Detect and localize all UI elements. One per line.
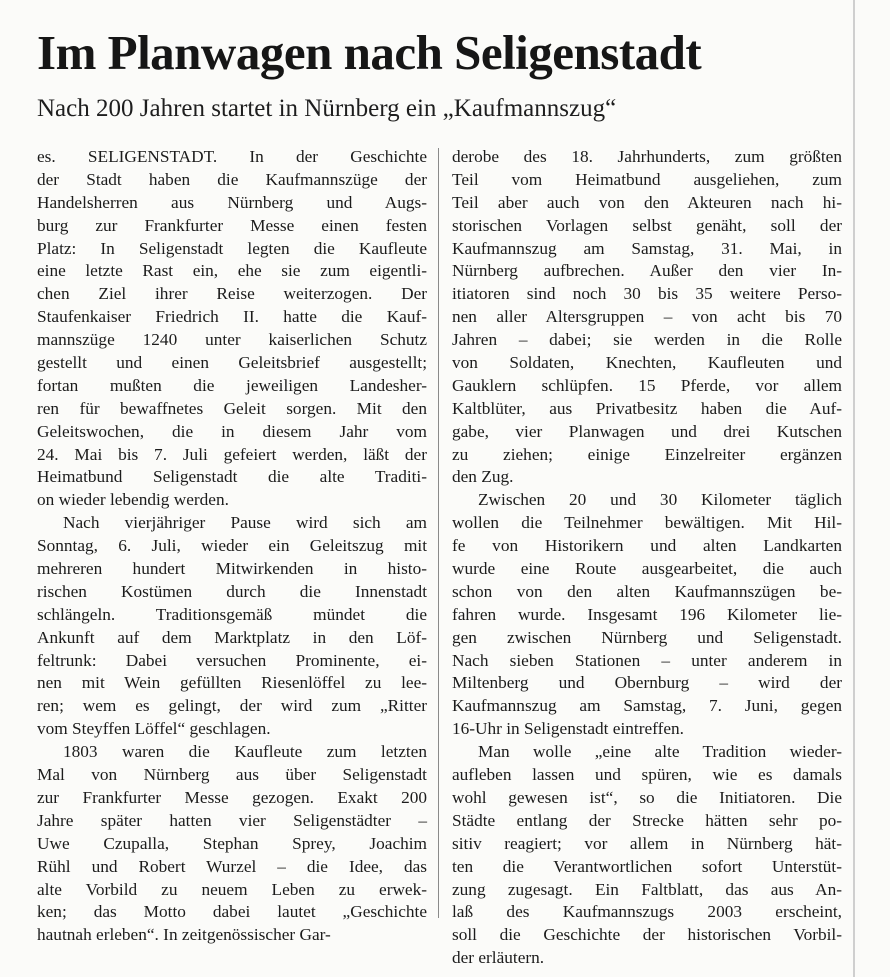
article-text-line: nen aller Altersgruppen – von acht bis 70 — [452, 307, 842, 327]
article-text-line: zung zugesagt. Ein Faltblatt, das aus An- — [452, 879, 842, 899]
article-text-line: Nach sieben Stationen – unter anderem in — [452, 650, 842, 670]
article-text-line: zu ziehen; einige Einzelreiter ergänzen — [452, 444, 842, 464]
article-text-line: Miltenberg und Obernburg – wird der — [452, 673, 842, 693]
article-text-line: soll die Geschichte der historischen Vorbil- — [452, 925, 842, 945]
article-text-line: fe von Historikern und alten Landkarten — [452, 536, 842, 556]
article-text-line: von Soldaten, Knechten, Kaufleuten und — [452, 353, 842, 373]
article-text-line: Staufenkaiser Friedrich II. hatte die Kauf- — [37, 307, 427, 327]
article-text-line: chen Ziel ihrer Reise weiterzogen. Der — [37, 284, 427, 304]
article-text-line: 16-Uhr in Seligenstadt eintreffen. — [452, 719, 684, 739]
article-text-line: Rühl und Robert Wurzel – die Idee, das — [37, 856, 427, 876]
article-text-line: aufleben lassen und spüren, wie es damals — [452, 765, 842, 785]
article-text-line: gabe, vier Planwagen und drei Kutschen — [452, 421, 842, 441]
article-text-line: Uwe Czupalla, Stephan Sprey, Joachim — [37, 833, 427, 853]
article-text-line: Geleitswochen, die in diesem Jahr vom — [37, 421, 427, 441]
article-text-line: nen mit Wein gefüllten Riesenlöffel zu lee- — [37, 673, 427, 693]
article-text-line: Teil vom Heimatbund ausgeliehen, zum — [452, 169, 842, 189]
article-text-line: ren; wem es gelingt, der wird zum „Ritter — [37, 696, 427, 716]
article-text-line: feltrunk: Dabei versuchen Prominente, ei- — [37, 650, 427, 670]
article-text-line: Zwischen 20 und 30 Kilometer täglich — [478, 490, 842, 510]
article-column-left — [37, 146, 427, 947]
article-text-line: Jahren – dabei; sie werden in die Rolle — [452, 330, 842, 350]
article-text-line: on wieder lebendig werden. — [37, 490, 229, 510]
article-text-line: fortan mußten die jeweiligen Landesher- — [37, 375, 427, 395]
article-text-line: Nach vierjähriger Pause wird sich am — [63, 513, 427, 533]
article-text-line: hautnah erleben“. In zeitgenössischer Gar- — [37, 925, 331, 945]
article-text-line: Platz: In Seligenstadt legten die Kaufleute — [37, 238, 427, 258]
article-text-line: alte Vorbild zu neuem Leben zu erwek- — [37, 879, 427, 899]
article-text-line: itiatoren sind noch 30 bis 35 weitere Perso- — [452, 284, 842, 304]
column-divider — [438, 148, 439, 918]
article-text-line: Gauklern schlüpfen. 15 Pferde, vor allem — [452, 375, 842, 395]
article-text-line: Teil aber auch von den Akteuren nach hi- — [452, 192, 842, 212]
article-column-right — [452, 146, 842, 970]
article-text-line: Mal von Nürnberg aus über Seligenstadt — [37, 765, 427, 785]
article-text-line: es. SELIGENSTADT. In der Geschichte — [37, 147, 427, 166]
article-text-line: storischen Vorlagen selbst genäht, soll der — [452, 215, 842, 235]
article-text-line: laß des Kaufmannszugs 2003 erscheint, — [452, 902, 842, 922]
article-text-line: Handelsherren aus Nürnberg und Augs- — [37, 192, 427, 212]
article-text-line: zur Frankfurter Messe gezogen. Exakt 200 — [37, 787, 427, 807]
article-text-line: Kaufmannszug am Samstag, 31. Mai, in — [452, 238, 842, 258]
article-text-line: Man wolle „eine alte Tradition wieder- — [478, 742, 842, 762]
article-text-line: gen zwischen Nürnberg und Seligenstadt. — [452, 627, 842, 647]
article-text-line: rischen Kostümen durch die Innenstadt — [37, 581, 427, 601]
article-text-line: ren für bewaffnetes Geleit sorgen. Mit den — [37, 398, 427, 418]
article-text-line: Städte entlang der Strecke hätten sehr po- — [452, 810, 842, 830]
article-text-line: wurde eine Route ausgearbeitet, die auch — [452, 559, 842, 579]
article-text-line: wollen die Teilnehmer bewältigen. Mit Hil- — [452, 513, 842, 533]
article-text-line: Kaltblüter, aus Privatbesitz haben die Auf- — [452, 398, 842, 418]
article-text-line: Heimatbund Seligenstadt die alte Traditi- — [37, 467, 427, 487]
article-text-line: derobe des 18. Jahrhunderts, zum größten — [452, 147, 842, 166]
article-text-line: Ankunft auf dem Marktplatz in den Löf- — [37, 627, 427, 647]
article-text-line: Nürnberg aufbrechen. Außer den vier In- — [452, 261, 842, 281]
article-text-line: schon von den alten Kaufmannszügen be- — [452, 581, 842, 601]
article-text-line: Jahre später hatten vier Seligenstädter – — [37, 810, 427, 830]
article-text-line: vom Steyffen Löffel“ geschlagen. — [37, 719, 271, 739]
article-text-line: 1803 waren die Kaufleute zum letzten — [63, 742, 427, 762]
article-text-line: Kaufmannszug am Samstag, 7. Juni, gegen — [452, 696, 842, 716]
article-text-line: burg zur Frankfurter Messe einen festen — [37, 215, 427, 235]
article-text-line: der erläutern. — [452, 948, 545, 968]
article-text-line: gestellt und einen Geleitsbrief ausgestellt; — [37, 353, 427, 373]
article-text-line: 24. Mai bis 7. Juli gefeiert werden, läßt der — [37, 444, 427, 464]
article-subheadline: Nach 200 Jahren startet in Nürnberg ein „Kaufmannszug“ — [37, 95, 617, 122]
article-text-line: mehreren hundert Mitwirkenden in histo- — [37, 559, 427, 579]
article-text-line: ken; das Motto dabei lautet „Geschichte — [37, 902, 427, 922]
article-text-line: der Stadt haben die Kaufmannszüge der — [37, 169, 427, 189]
article-text-line: ten die Verantwortlichen sofort Unterstüt- — [452, 856, 842, 876]
article-text-line: wohl gewesen ist“, so die Initiatoren. Die — [452, 787, 842, 807]
article-text-line: Sonntag, 6. Juli, wieder ein Geleitszug mit — [37, 536, 427, 556]
article-headline: Im Planwagen nach Seligenstadt — [37, 25, 702, 80]
article-text-line: schlängeln. Traditionsgemäß mündet die — [37, 604, 427, 624]
article-text-line: fahren wurde. Insgesamt 196 Kilometer lie- — [452, 604, 842, 624]
article-text-line: den Zug. — [452, 467, 514, 487]
scan-edge-line — [853, 0, 855, 977]
article-text-line: eine letzte Rast ein, ehe sie zum eigentli- — [37, 261, 427, 281]
article-text-line: mannszüge 1240 unter kaiserlichen Schutz — [37, 330, 427, 350]
article-text-line: sitiv reagiert; vor allem in Nürnberg hät- — [452, 833, 842, 853]
